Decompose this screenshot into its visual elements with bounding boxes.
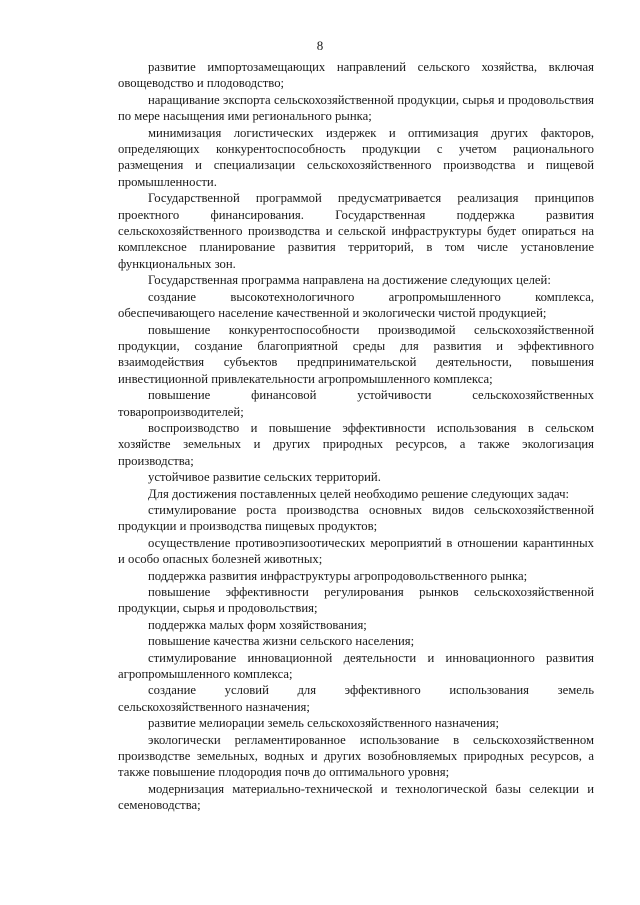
paragraph: стимулирование роста производства основных видов сельскохозяйственной продукции и производства пищевых продуктов; [118, 502, 594, 534]
paragraph: повышение качества жизни сельского населения; [148, 634, 415, 649]
paragraph: развитие мелиорации земель сельскохозяйственного назначения; [148, 716, 500, 731]
paragraph: Государственной программой предусматривается реализация принципов проектного финансирования. Государственная поддержка развития сельскохозяйственного производства и сельской инфраструктуры будет опираться на комплексное планирование развития территорий, в том числе установление функциональных зон. [118, 191, 594, 271]
paragraph: модернизация материально-технической и технологической базы селекции и семеноводства; [118, 781, 594, 813]
paragraph: повышение эффективности регулирования рынков сельскохозяйственной продукции, сырья и продовольствия; [118, 585, 594, 616]
paragraph: поддержка развития инфраструктуры агропродовольственного рынка; [148, 568, 528, 583]
paragraph: устойчивое развитие сельских территорий. [148, 470, 381, 485]
paragraph: Государственная программа направлена на достижение следующих целей: [148, 273, 551, 288]
paragraph: повышение финансовой устойчивости сельскохозяйственных товаропроизводителей; [118, 388, 594, 419]
paragraph: создание высокотехнологичного агропромышленного комплекса, обеспечивающего население качественной и экологически чистой продукцией; [118, 289, 594, 321]
paragraph: экологически регламентированное использование в сельскохозяйственном производстве земельных, водных и других возобновляемых природных ресурсов, а также повышение плодородия почв до оптимального уровня; [118, 732, 594, 780]
paragraph: минимизация логистических издержек и оптимизация других факторов, определяющих конкурентоспособность продукции с учетом рационального размещения и специализации сельскохозяйственного производства и пищевой промышленности. [118, 125, 594, 189]
paragraph: стимулирование инновационной деятельности и инновационного развития агропромышленного комплекса; [118, 650, 594, 682]
paragraph: воспроизводство и повышение эффективности использования в сельском хозяйстве земельных и других природных ресурсов, а также экологизация производства; [118, 420, 594, 468]
paragraph: наращивание экспорта сельскохозяйственной продукции, сырья и продовольствия по мере насыщения ими регионального рынка; [118, 92, 594, 124]
paragraph: создание условий для эффективного использования земель сельскохозяйственного назначения; [118, 683, 594, 714]
page-number: 8 [316, 38, 324, 53]
paragraph: развитие импортозамещающих направлений сельского хозяйства, включая овощеводство и плодоводство; [118, 60, 594, 91]
document-body [118, 59, 594, 814]
paragraph: повышение конкурентоспособности производимой сельскохозяйственной продукции, создание благоприятной среды для развития и эффективного взаимодействия субъектов предпринимательской деятельности, повышения инвестиционной привлекательности агропромышленного комплекса; [118, 322, 594, 386]
paragraph: поддержка малых форм хозяйствования; [148, 617, 367, 632]
paragraph: осуществление противоэпизоотических мероприятий в отношении карантинных и особо опасных болезней животных; [118, 535, 594, 567]
paragraph: Для достижения поставленных целей необходимо решение следующих задач: [148, 486, 570, 501]
